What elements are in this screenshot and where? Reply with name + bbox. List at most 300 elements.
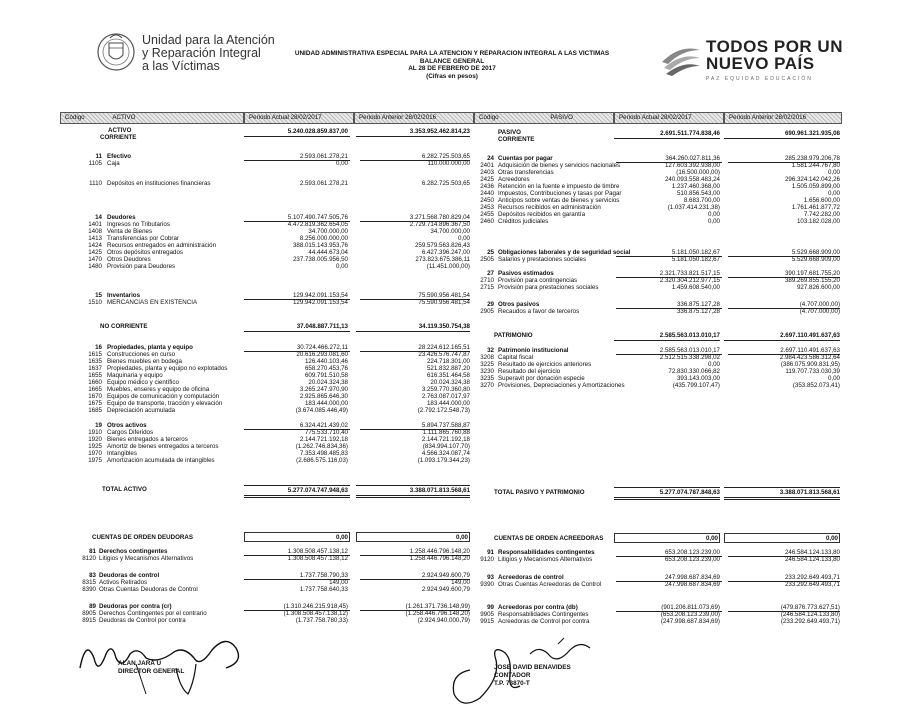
row-account-name: Provisión para prestaciones sociales <box>498 284 599 291</box>
row-code: 2425 <box>480 176 494 183</box>
col-period-current-left <box>244 112 354 124</box>
report-title-entity: UNIDAD ADMINISTRATIVA ESPECIAL PARA LA ATENCION Y REPARACION INTEGRAL A LAS VICTIMAS <box>294 50 610 57</box>
row-code: 1470 <box>88 256 102 263</box>
row-value-current: 653.208.123.239,00 <box>664 556 720 563</box>
row-value-prior: 110.000.000,00 <box>427 160 470 167</box>
row-account-name: Créditos judiciales <box>498 218 549 225</box>
row-value-current: 2.321.733.821.517,15 <box>659 270 720 277</box>
row-value-current: 183.444.000,00 <box>304 400 348 407</box>
row-value-prior: 23.426.576.747,87 <box>418 351 470 358</box>
row-account-name: Venta de Bienes <box>107 228 153 235</box>
row-code: 1975 <box>88 457 102 464</box>
col-header-left <box>60 112 244 124</box>
row-value-prior: 1.505.059.899,00 <box>791 183 840 190</box>
row-code: 19 <box>95 422 102 429</box>
row-account-name: Derechos contingentes <box>99 548 168 555</box>
row-value-current: (435.799.107,47) <box>672 382 720 389</box>
col-period-prior-label: Periodo Anterior 28/02/2016 <box>359 114 437 121</box>
memo-creditor-p1: 0,00 <box>705 535 718 542</box>
row-account-name: Obligaciones laborales y de seguridad social <box>498 249 631 256</box>
row-value-prior: 0,00 <box>827 169 840 176</box>
row-value-current: 364.260.027.811,36 <box>665 155 720 162</box>
row-account-name: Propiedades, planta y equipo no explotados <box>107 365 228 372</box>
patrimonio-p2: 2.697.110.491.637,63 <box>780 332 840 339</box>
col-period-current-right-label: Periodo Actual 28/02/2017 <box>619 114 692 121</box>
row-value-prior: 4.566.324.087,74 <box>421 450 470 457</box>
col-code-right: Código <box>479 114 499 121</box>
row-account-name: Otras Cuentas Deudoras de Control <box>99 586 198 593</box>
row-value-current: (3.674.085.446,49) <box>295 407 348 414</box>
row-code: 1425 <box>88 249 102 256</box>
row-value-current: 34.700.000,00 <box>308 228 348 235</box>
row-code: 2450 <box>480 197 494 204</box>
row-value-current: (247.998.687.834,69) <box>660 618 720 625</box>
row-code: 15 <box>95 292 102 299</box>
row-account-name: Amortización acumulada de intangibles <box>107 457 215 464</box>
row-value-current: 510.856.543,00 <box>676 190 720 197</box>
row-value-current: 30.724.466.272,11 <box>296 344 348 351</box>
row-value-current: 3.265.247.970,90 <box>299 386 348 393</box>
row-code: 8315 <box>82 579 96 586</box>
row-code: 2710 <box>480 277 494 284</box>
row-code: 29 <box>487 301 494 308</box>
row-value-prior: 1.258.446.796.148,20 <box>409 548 470 555</box>
row-value-prior: 183.444.000,00 <box>426 400 470 407</box>
row-value-prior: 3.271.568.780.829,04 <box>409 214 470 221</box>
row-value-prior: (479.876.773.627,51) <box>780 604 840 611</box>
pasivo-corriente-label: CORRIENTE <box>498 136 535 143</box>
row-account-name: Depósitos en instituciones financieras <box>107 180 211 187</box>
row-value-prior: 5.529.668.909,00 <box>791 249 840 256</box>
row-value-prior: 28.224.612.165,51 <box>418 344 470 351</box>
row-value-prior: 2.763.087.017,97 <box>421 393 470 400</box>
row-value-current: 237.738.005.956,50 <box>292 256 348 263</box>
row-code: 1408 <box>88 228 102 235</box>
row-account-name: Anticipos sobre ventas de bienes y servicios <box>498 197 620 204</box>
row-code: 2401 <box>480 162 494 169</box>
row-account-name: Impuestos, Contribuciones y tasas por Pagar <box>498 190 622 197</box>
row-account-name: MERCANCIAS EN EXISTENCIA <box>107 299 198 306</box>
row-value-prior: 1.258.446.796.148,20 <box>409 555 470 562</box>
activo-total-p2: 3.353.952.462.814,23 <box>409 128 470 135</box>
total-pasivo-label: TOTAL PASIVO Y PATRIMONIO <box>494 489 585 496</box>
row-code: 83 <box>89 572 96 579</box>
row-account-name: Otros Deudores <box>107 256 151 263</box>
total-activo-p2: 3.388.071.813.568,61 <box>409 487 470 494</box>
row-value-prior: 927.826.600,00 <box>796 284 840 291</box>
entity-line-2: y Reparación Integral <box>142 46 261 60</box>
row-code: 1910 <box>88 429 102 436</box>
row-account-name: Resultado del ejercicio <box>498 368 561 375</box>
row-value-current: 1.237.460.368,00 <box>671 183 720 190</box>
row-value-current: 8.683.700,00 <box>683 197 720 204</box>
row-code: 1424 <box>88 242 102 249</box>
row-code: 81 <box>89 548 96 555</box>
row-value-prior: 1.656.600,00 <box>803 197 840 204</box>
row-account-name: Responsabilidades Contingentes <box>498 611 589 618</box>
memo-creditor-p2: 0,00 <box>825 535 838 542</box>
memo-creditor-title: CUENTAS DE ORDEN ACREEDORAS <box>494 535 604 542</box>
row-value-current: 2.593.061.278,21 <box>299 153 348 160</box>
row-value-prior: 246.584.124.133,80 <box>784 556 840 563</box>
col-period-prior-right-label: Periodo Anterior 28/02/2016 <box>729 114 807 121</box>
row-value-current: 1.308.508.457.138,12 <box>287 548 348 555</box>
row-account-name: Muebles, enseres y equipo de oficina <box>107 386 210 393</box>
row-code: 8905 <box>82 610 96 617</box>
total-activo-label: TOTAL ACTIVO <box>102 486 147 493</box>
row-value-current: 2.925.865.646,30 <box>299 393 348 400</box>
no-corriente-label: NO CORRIENTE <box>100 323 148 330</box>
row-code: 9915 <box>480 618 494 625</box>
row-value-prior: 224.718.301,00 <box>426 358 470 365</box>
row-value-prior: 2.144.721.192,18 <box>421 436 470 443</box>
row-value-prior: 149,00 <box>451 579 470 586</box>
row-value-current: 388.015.143.953,76 <box>292 242 348 249</box>
row-value-current: 8.256.000.000,00 <box>299 235 348 242</box>
row-value-prior: 7.742.282,00 <box>803 211 840 218</box>
row-value-current: 1.308.508.457.138,12 <box>287 555 348 562</box>
row-value-current: 7.353.498.485,83 <box>299 450 348 457</box>
row-value-current: 1.737.758.640,33 <box>299 586 348 593</box>
row-account-name: Intangibles <box>107 450 137 457</box>
coat-of-arms-icon <box>96 28 136 76</box>
row-code: 1970 <box>88 450 102 457</box>
total-pasivo-p2: 3.388.071.813.568,61 <box>779 489 840 496</box>
row-value-current: (16.500.000,00) <box>676 169 720 176</box>
activo-total-p1: 5.240.028.859.837,00 <box>287 128 348 135</box>
row-value-prior: (1.261.371.736.148,99) <box>405 603 470 610</box>
row-code: 16 <box>95 344 102 351</box>
row-account-name: Deudoras por contra (cr) <box>99 603 172 610</box>
row-value-prior: 616.351.464,58 <box>426 372 470 379</box>
entity-line-3: a las Víctimas <box>142 59 220 73</box>
director-title: DIRECTOR GENERAL <box>118 668 185 675</box>
row-account-name: Bienes muebles en bodega <box>107 358 182 365</box>
row-value-current: 1.737.758.790,33 <box>299 572 348 579</box>
row-value-prior: 2.697.110.491.637,63 <box>780 347 840 354</box>
row-value-current: 20.616.293.081,60 <box>296 351 348 358</box>
no-corriente-p1: 37.048.887.711,13 <box>296 323 348 330</box>
row-code: 3235 <box>480 375 494 382</box>
row-value-current: 658.270.453,76 <box>304 365 348 372</box>
row-value-prior: (246.584.124.133,80) <box>780 611 840 618</box>
row-value-prior: 6.282.725.503,65 <box>421 153 470 160</box>
row-value-current: 775.533.710,40 <box>304 429 348 436</box>
report-date: AL 28 DE FEBRERO DE 2017 <box>408 65 496 73</box>
row-code: 3208 <box>480 354 494 361</box>
pasivo-label: PASIVO <box>498 129 521 136</box>
row-code: 1480 <box>88 263 102 270</box>
row-account-name: Cargos Diferidos <box>107 429 154 436</box>
row-value-prior: (4.707.000,00) <box>799 301 840 308</box>
row-code: 8120 <box>82 555 96 562</box>
report-units: (Cifras en pesos) <box>426 72 478 80</box>
report-title: BALANCE GENERAL <box>419 57 485 65</box>
row-value-current: (1.737.758.780,33) <box>295 617 348 624</box>
row-code: 1401 <box>88 221 102 228</box>
row-value-current: (1.308.508.457.138,12) <box>283 610 348 617</box>
row-code: 27 <box>487 270 494 277</box>
col-period-prior-left <box>354 112 474 124</box>
row-account-name: Equipo de transporte, tracción y elevación <box>107 400 223 407</box>
row-account-name: Deudores <box>107 214 136 221</box>
row-account-name: Provisión para contingencias <box>498 277 578 284</box>
row-code: 8390 <box>82 586 96 593</box>
row-code: 1665 <box>88 386 102 393</box>
row-code: 2905 <box>480 308 494 315</box>
row-code: 1635 <box>88 358 102 365</box>
corriente-label: CORRIENTE <box>100 134 137 141</box>
row-value-current: 20.024.324,38 <box>308 379 348 386</box>
row-value-prior: 1.581.244.767,80 <box>791 162 840 169</box>
row-code: 1655 <box>88 372 102 379</box>
row-code: 1675 <box>88 400 102 407</box>
row-value-prior: (353.852.073,41) <box>792 382 840 389</box>
row-account-name: Litigios y Mecanismos Alternativos <box>99 555 194 562</box>
row-code: 2455 <box>480 211 494 218</box>
row-value-prior: 6.282.725.503,65 <box>421 180 470 187</box>
contador-tp: T.P. 73870-T <box>494 680 530 687</box>
row-value-prior: 233.292.649.493,71 <box>784 581 840 588</box>
row-value-current: (653.208.123.239,00) <box>660 611 720 618</box>
row-code: 1670 <box>88 393 102 400</box>
row-code: 24 <box>487 155 494 162</box>
row-value-prior: (834.994.107,70) <box>422 443 470 450</box>
col-period-prior-right <box>724 112 842 124</box>
row-value-current: 5.181.050.182,67 <box>671 256 720 263</box>
row-value-current: (901.206.811.073,69) <box>661 604 720 611</box>
row-value-prior: (2.792.172.548,73) <box>417 407 470 414</box>
row-account-name: Equipos de comunicación y computación <box>107 393 220 400</box>
row-value-current: 4.472.819.362.654,05 <box>287 221 348 228</box>
row-value-prior: 75.590.956.481,54 <box>418 299 470 306</box>
row-account-name: Caja <box>107 160 120 167</box>
row-value-current: 2.320.304.212.977,15 <box>659 277 720 284</box>
row-value-current: 0,00 <box>335 160 348 167</box>
row-value-current: 1.459.608.540,00 <box>671 284 720 291</box>
row-account-name: Otros activos <box>107 422 147 429</box>
row-account-name: Equipo médico y científico <box>107 379 179 386</box>
row-value-current: 127.603.392.938,00 <box>664 162 720 169</box>
row-account-name: Recaudos a favor de terceros <box>498 308 580 315</box>
row-value-prior: 246.584.124.133,80 <box>784 549 840 556</box>
row-value-current: 5.181.050.182,67 <box>671 249 720 256</box>
row-code: 2436 <box>480 183 494 190</box>
row-code: 1660 <box>88 379 102 386</box>
row-code: 89 <box>89 603 96 610</box>
row-value-current: 0,00 <box>335 263 348 270</box>
row-account-name: Superavit por donación especie <box>498 375 585 382</box>
slogan-logo <box>660 38 860 94</box>
row-value-current: 653.208.123.239,00 <box>664 549 720 556</box>
row-value-prior: (4.707.000,00) <box>799 308 840 315</box>
row-value-prior: 1.761.461.877,72 <box>791 204 840 211</box>
memo-debtor-title: CUENTAS DE ORDEN DEUDORAS <box>92 534 193 541</box>
row-value-prior: (386.075.909.831,95) <box>780 361 840 368</box>
row-account-name: Depreciación acumulada <box>107 407 176 414</box>
row-value-prior: (1.258.446.796.148,20) <box>405 610 470 617</box>
row-account-name: Deudoras de control <box>99 572 160 579</box>
row-value-prior: 0,00 <box>457 235 470 242</box>
row-value-prior: 521.832.887,20 <box>426 365 470 372</box>
row-code: 1615 <box>88 351 102 358</box>
row-value-prior: 5.529.668.909,00 <box>791 256 840 263</box>
row-value-current: 247.998.687.834,69 <box>664 574 720 581</box>
no-corriente-p2: 34.119.350.754,38 <box>418 323 470 330</box>
row-value-current: 0,00 <box>707 218 720 225</box>
row-account-name: Maquinaria y equipo <box>107 372 163 379</box>
row-account-name: Patrimonio institucional <box>498 347 569 354</box>
slogan-line-3: PAZ EQUIDAD EDUCACIÓN <box>706 76 813 82</box>
slogan-line-2: NUEVO PAÍS <box>706 54 815 73</box>
row-value-prior: 390.197.681.755,20 <box>784 270 840 277</box>
row-account-name: Depósitos recibidos en garantía <box>498 211 586 218</box>
row-value-current: (1.310.246.215.918,45) <box>283 603 348 610</box>
row-value-prior: 259.579.563.826,43 <box>414 242 470 249</box>
row-value-current: 336.875.127,28 <box>676 301 720 308</box>
report-header <box>282 50 622 80</box>
col-period-current-label: Periodo Actual 28/02/2017 <box>249 114 322 121</box>
row-value-prior: 285.238.979.206,78 <box>784 155 840 162</box>
row-account-name: Cuentas por pagar <box>498 155 553 162</box>
row-code: 9390 <box>480 581 494 588</box>
row-value-prior: 2.729.714.896.367,50 <box>409 221 470 228</box>
entity-line-1: Unidad para la Atención <box>142 33 275 47</box>
row-code: 1637 <box>88 365 102 372</box>
row-code: 2715 <box>480 284 494 291</box>
row-account-name: Resultado de ejercicios anteriores <box>498 361 592 368</box>
row-code: 2453 <box>480 204 494 211</box>
row-account-name: Acreedores <box>498 176 530 183</box>
pasivo-total-p2: 690.961.321.935,08 <box>784 130 840 137</box>
total-pasivo-p1: 5.277.074.787.848,63 <box>659 489 720 496</box>
row-account-name: Pasivos estimados <box>498 270 554 277</box>
row-value-current: 393.143.003,00 <box>676 375 720 382</box>
row-code: 2403 <box>480 169 494 176</box>
row-value-prior: 2.984.423.586.312,64 <box>779 354 840 361</box>
row-account-name: Otras Cuentas Acreedoras de Control <box>498 581 602 588</box>
row-account-name: Acreedoras de control <box>498 574 564 581</box>
row-account-name: Construcciones en curso <box>107 351 176 358</box>
slogan-line-1: TODOS POR UN <box>706 37 843 56</box>
row-value-current: 129.942.091.153,54 <box>292 292 348 299</box>
row-value-current: 2.593.061.278,21 <box>299 180 348 187</box>
row-account-name: Acreedoras de Control por contra <box>498 618 590 625</box>
row-value-current: 2.512.515.338.298,02 <box>659 354 720 361</box>
row-value-prior: 5.894.737.588,87 <box>421 422 470 429</box>
row-code: 3270 <box>480 382 494 389</box>
row-value-current: (1.037.414.231,38) <box>667 204 720 211</box>
row-value-current: (2.686.575.116,03) <box>296 457 348 464</box>
row-code: 1920 <box>88 436 102 443</box>
row-account-name: Propiedades, planta y equipo <box>107 344 193 351</box>
row-value-current: (1.262.746.834,36) <box>295 443 348 450</box>
row-value-prior: 233.292.649.493,71 <box>784 574 840 581</box>
row-code: 1925 <box>88 443 102 450</box>
row-value-prior: 3.259.770.360,80 <box>421 386 470 393</box>
patrimonio-label: PATRIMONIO <box>494 332 533 339</box>
col-header-right <box>474 112 614 124</box>
row-code: 3230 <box>480 368 494 375</box>
row-value-prior: (1.093.179.344,23) <box>417 457 470 464</box>
row-value-prior: 1.111.865.760,88 <box>422 429 470 436</box>
row-value-current: 336.875.127,28 <box>676 308 720 315</box>
row-value-current: 126.440.103,46 <box>304 358 348 365</box>
row-account-name: Otros pasivos <box>498 301 540 308</box>
row-value-prior: 389.269.855.155,20 <box>784 277 840 284</box>
row-code: 2505 <box>480 256 494 263</box>
col-period-current-right <box>614 112 724 124</box>
row-code: 1105 <box>88 160 102 167</box>
row-code: 99 <box>487 604 494 611</box>
director-name: ALAN JARA U <box>118 660 162 667</box>
row-code: 1413 <box>88 235 102 242</box>
row-value-prior: 20.024.324,38 <box>430 379 470 386</box>
row-code: 1685 <box>88 407 102 414</box>
row-account-name: Recursos entregados en administración <box>107 242 217 249</box>
row-value-prior: 0,00 <box>827 375 840 382</box>
row-code: 91 <box>487 549 494 556</box>
entity-logo <box>96 28 276 84</box>
row-code: 1510 <box>88 299 102 306</box>
row-account-name: Ingresos no Tributarios <box>107 221 170 228</box>
row-value-prior: 273.823.675.386,11 <box>415 256 470 263</box>
row-account-name: Transferencias por Cobrar <box>107 235 179 242</box>
row-value-current: 609.791.510,58 <box>304 372 348 379</box>
row-code: 8915 <box>82 617 96 624</box>
row-code: 1110 <box>89 180 102 187</box>
total-activo-p1: 5.277.074.747.948,63 <box>287 487 348 494</box>
row-code: 11 <box>95 153 102 160</box>
row-code: 25 <box>487 249 494 256</box>
row-value-current: 72.830.330.066,82 <box>668 368 720 375</box>
row-account-name: Responsabilidades contingentes <box>498 549 595 556</box>
row-account-name: Otras transferencias <box>498 169 554 176</box>
row-value-prior: 6.427.396.247,00 <box>421 249 470 256</box>
row-account-name: Salarios y prestaciones sociales <box>498 256 587 263</box>
row-value-prior: 119.707.733.030,39 <box>785 368 840 375</box>
col-code: Código <box>65 114 85 121</box>
row-code: 32 <box>487 347 494 354</box>
entity-name <box>142 34 275 73</box>
contador-title: CONTADOR <box>494 672 531 679</box>
row-value-current: 44.444.673,04 <box>308 249 348 256</box>
row-code: 2460 <box>480 218 494 225</box>
row-value-prior: (2.924.940.000,79) <box>417 617 470 624</box>
row-account-name: Capital fiscal <box>498 354 534 361</box>
row-value-prior: 103.182.028,00 <box>796 218 840 225</box>
row-value-current: 0,00 <box>707 361 720 368</box>
row-value-current: 240.093.558.483,24 <box>664 176 720 183</box>
activo-label: ACTIVO <box>108 127 132 134</box>
row-value-current: 247.998.687.834,69 <box>664 581 720 588</box>
row-account-name: Litigios y Mecanismos Alternativos <box>498 556 593 563</box>
memo-debtor-p2: 0,00 <box>455 534 468 541</box>
memo-debtor-p1: 0,00 <box>335 534 348 541</box>
row-account-name: Retención en la fuente e impuesto de timbre <box>498 183 620 190</box>
row-account-name: Deudoras de Control por contra <box>99 617 186 624</box>
row-value-prior: 296.324.142.042,26 <box>784 176 840 183</box>
row-account-name: Recursos recibidos en administración <box>498 204 601 211</box>
row-account-name: Bienes entregados a terceros <box>107 436 188 443</box>
contador-name: JOSE DAVID BENAVIDES <box>494 664 571 671</box>
signature-director <box>76 628 276 698</box>
row-code: 3225 <box>480 361 494 368</box>
row-value-prior: 34.700.000,00 <box>430 228 470 235</box>
row-value-current: 129.942.091.153,54 <box>292 299 348 306</box>
row-account-name: Adquisición de bienes y servicios nacionales <box>498 162 621 169</box>
row-value-current: 0,00 <box>707 211 720 218</box>
